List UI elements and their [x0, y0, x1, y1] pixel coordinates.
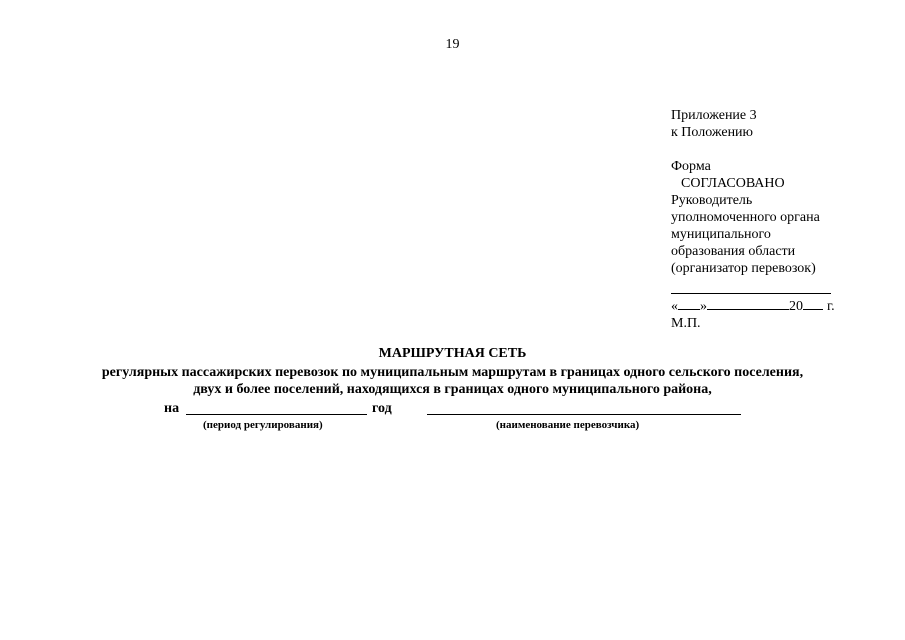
day-blank — [678, 297, 700, 310]
subtitle-line-2: двух и более поселений, находящихся в границах одного муниципального района, — [193, 382, 712, 397]
appendix-line-1: Приложение 3 — [671, 108, 757, 123]
year-prefix: 20 — [789, 299, 803, 314]
stamp-place: М.П. — [671, 316, 701, 331]
approved-label: СОГЛАСОВАНО — [681, 176, 785, 191]
period-prefix: на — [164, 401, 180, 416]
subtitle-line-1: регулярных пассажирских перевозок по муниципальным маршрутам в границах одного сельского поселения, — [101, 365, 804, 380]
date-field — [671, 297, 835, 315]
date-open-quote: « — [671, 299, 678, 314]
appendix-line-2: к Положению — [671, 125, 754, 140]
appendix-reference — [671, 107, 757, 141]
carrier-blank-line — [427, 414, 741, 415]
date-close-quote: » — [700, 299, 707, 314]
page-number: 19 — [445, 37, 460, 52]
month-blank — [707, 297, 789, 310]
document-title: МАРШРУТНАЯ СЕТЬ — [378, 346, 527, 361]
period-suffix: год — [372, 401, 392, 416]
approval-block — [671, 158, 820, 277]
year-suffix: г. — [827, 299, 835, 314]
document-subtitle — [0, 364, 905, 398]
carrier-caption: (наименование перевозчика) — [496, 419, 640, 431]
year-blank — [803, 297, 823, 310]
signature-line — [671, 293, 831, 294]
approver-line-4: образования области — [671, 244, 796, 259]
approver-line-2: уполномоченного органа — [671, 210, 820, 225]
approver-line-1: Руководитель — [671, 193, 753, 208]
form-label: Форма — [671, 159, 711, 174]
period-caption: (период регулирования) — [203, 419, 323, 431]
approver-line-5: (организатор перевозок) — [671, 261, 816, 276]
period-blank-line — [186, 414, 367, 415]
approver-line-3: муниципального — [671, 227, 771, 242]
